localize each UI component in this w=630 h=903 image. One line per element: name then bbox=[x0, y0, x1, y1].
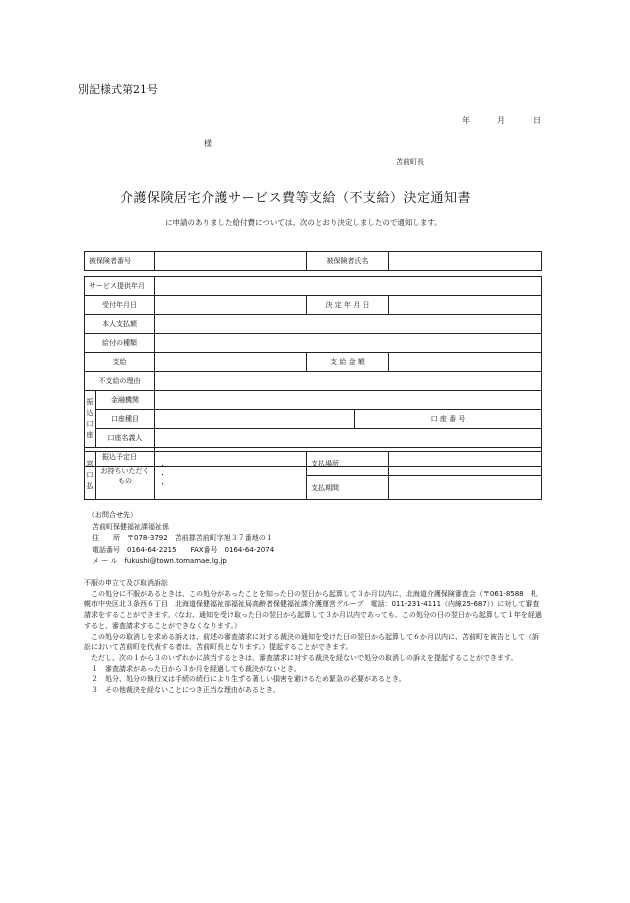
self-paid-value bbox=[155, 315, 542, 334]
notice-item-3: ３ その他裁決を経ないことにつき正当な理由があるとき。 bbox=[84, 686, 280, 695]
decision-date-value bbox=[389, 296, 542, 315]
non-payment-reason-value bbox=[155, 372, 542, 391]
notice-paragraph-3: ただし、次の１から３のいずれかに該当するときは、審査請求に対する裁決を経ないで処分の取消しの訴えを提起することができます。 bbox=[84, 653, 518, 662]
notice-item-1: １ 審査請求があった日から３か月を経過しても裁決がないとき。 bbox=[84, 664, 301, 673]
contact-dept: 苫前町保健福祉課福祉係 bbox=[92, 522, 169, 531]
insured-table bbox=[84, 251, 542, 271]
pay-period-label: 支払期間 bbox=[307, 476, 389, 500]
date-month-label: 月 bbox=[497, 116, 505, 125]
contact-phone: 電話番号 0164-64-2215 FAX番号 0164-64-2074 bbox=[92, 545, 275, 554]
payment-amount-label: 支 給 金 額 bbox=[307, 353, 389, 372]
contact-block bbox=[88, 510, 275, 568]
insured-name-label: 被保険者氏名 bbox=[307, 252, 389, 271]
benefit-table bbox=[84, 276, 542, 467]
contact-address: 住 所 〒078-3792 苫前郡苫前町字旭３７番地の１ bbox=[92, 534, 273, 542]
transfer-date-label: 振込予定日 bbox=[85, 448, 155, 467]
insured-number-label: 被保険者番号 bbox=[85, 252, 155, 271]
service-month-value bbox=[155, 277, 542, 296]
issuer: 苫前町長 bbox=[396, 158, 424, 166]
account-type-value bbox=[155, 410, 355, 429]
receipt-date-label: 受付年月日 bbox=[85, 296, 155, 315]
window-payment-label: 窓 口 払 bbox=[85, 452, 96, 500]
contact-email[interactable]: メ ー ル fukushi@town.tomamae.lg.jp bbox=[92, 557, 227, 565]
pay-period-value bbox=[389, 476, 542, 500]
receipt-date-value bbox=[155, 296, 307, 315]
payment-amount-value bbox=[389, 353, 542, 372]
account-type-label: 口座種目 bbox=[96, 410, 155, 429]
window-payment-table bbox=[84, 451, 542, 500]
payment-label: 支給 bbox=[85, 353, 155, 372]
benefit-type-label: 給付の種類 bbox=[85, 334, 155, 353]
notice-heading: 不服の申立て及び取消訴訟 bbox=[84, 579, 168, 587]
notice-paragraph-1: この処分に不服があるときは、この処分があったことを知った日の翌日から起算して３か月以内に、北海道介護保険審査会（〒061-8588 札幌市中央区北３条西６丁目 北海道保健福祉部福祉局高齢者保健福祉課介護運営グループ 電話：011-231-4111（内線25-687））に対して審査請求をすることができます。（なお、通知を受け取った日の翌日から起算して３か月以内であっても、この処分の日の翌日から起算して１年を経過すると、審査請求することができなくなります。） bbox=[84, 589, 542, 630]
pay-place-label: 支払場所 bbox=[307, 452, 389, 476]
account-holder-label: 口座名義人 bbox=[96, 429, 155, 448]
service-month-label: サービス提供年月 bbox=[85, 277, 155, 296]
form-number: 別記様式第21号 bbox=[78, 83, 158, 96]
pay-place-value bbox=[389, 452, 542, 476]
decision-date-label: 決 定 年 月 日 bbox=[307, 296, 389, 315]
insured-name-value bbox=[389, 252, 542, 271]
bank-value bbox=[155, 391, 542, 410]
recipient-suffix: 様 bbox=[204, 139, 212, 148]
date-day-label: 日 bbox=[533, 116, 541, 125]
bring-items-list: ・ ・ ・ bbox=[155, 452, 307, 500]
bring-items-label: お持ちいただくもの bbox=[96, 452, 155, 500]
payment-value bbox=[155, 353, 307, 372]
account-number-label: 口 座 番 号 bbox=[355, 410, 542, 429]
contact-heading: （お問合せ先） bbox=[88, 511, 137, 519]
benefit-type-value bbox=[155, 334, 542, 353]
insured-number-value bbox=[155, 252, 307, 271]
self-paid-label: 本人支払額 bbox=[85, 315, 155, 334]
non-payment-reason-label: 不支給の理由 bbox=[85, 372, 155, 391]
notice-item-2: ２ 処分、処分の執行又は手続の続行により生ずる著しい損害を避けるため緊急の必要があるとき。 bbox=[84, 675, 406, 684]
bank-label: 金融機関 bbox=[96, 391, 155, 410]
account-holder-value bbox=[155, 429, 542, 448]
transfer-account-label: 振 込 口 座 bbox=[85, 391, 96, 448]
appeal-notice bbox=[84, 578, 544, 696]
date-year-label: 年 bbox=[462, 116, 470, 125]
intro-text: に申請のありました給付費については、次のとおり決定しましたので通知します。 bbox=[165, 218, 442, 227]
notice-paragraph-2: この処分の取消しを求める訴えは、前述の審査請求に対する裁決の通知を受けた日の翌日から起算して６か月以内に、苫前町を被告として（訴訟において苫前町を代表する者は、苫前町長となります。）提起することができます。 bbox=[84, 632, 539, 652]
document-title: 介護保険居宅介護サービス費等支給（不支給）決定通知書 bbox=[120, 191, 472, 206]
